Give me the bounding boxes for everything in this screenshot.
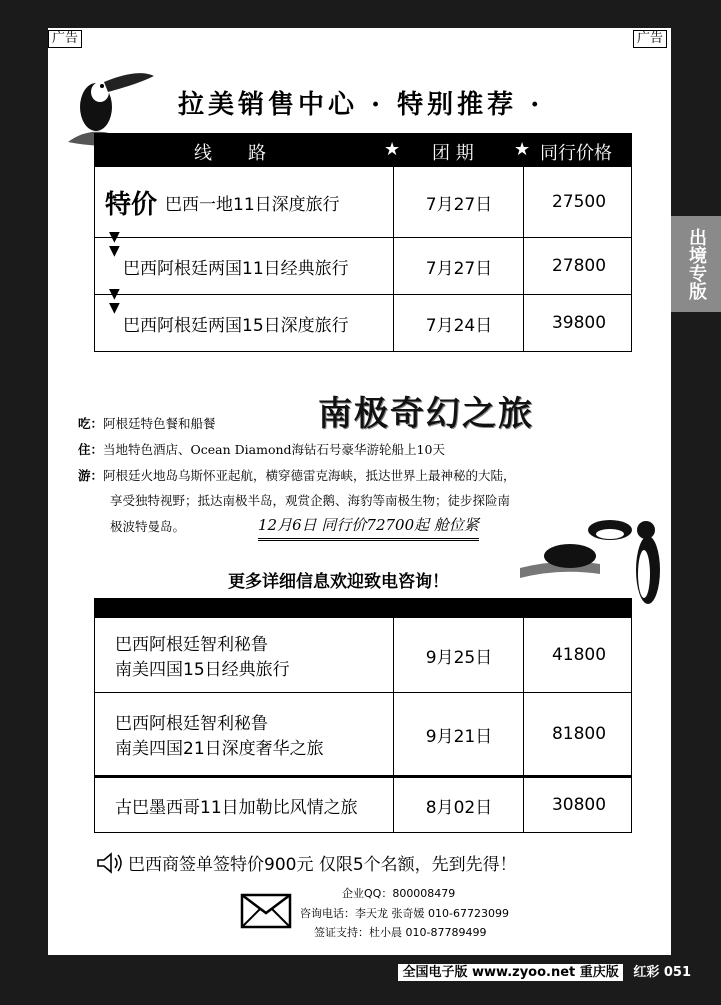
route-name-line2: 南美四国21日深度奢华之旅 — [115, 739, 324, 759]
table-row — [95, 692, 631, 775]
promo-text: 巴西商签单签特价900元 仅限5个名额，先到先得！ — [128, 855, 517, 875]
route-name-line1: 巴西阿根廷智利秘鲁 — [115, 635, 268, 655]
footer-edition: 全国电子版 www.zyoo.net 重庆版 — [398, 964, 622, 981]
star-icon: ★ — [384, 139, 401, 160]
speaker-icon — [96, 852, 124, 874]
route-date: 9月21日 — [393, 693, 524, 775]
penguins-icon — [520, 508, 665, 610]
route-date: 8月02日 — [393, 778, 524, 832]
info-eat — [78, 414, 216, 432]
south-america-routes-table — [94, 598, 632, 833]
route-date: 7月24日 — [393, 295, 524, 351]
side-tab-outbound: 出境专版 — [671, 216, 721, 312]
route-name: 巴西阿根廷两国11日经典旅行 — [123, 258, 349, 279]
envelope-icon — [240, 893, 292, 929]
antarctica-title: 南极奇幻之旅 — [318, 394, 534, 434]
special-price-label: 特价 — [105, 189, 158, 220]
table-header — [94, 133, 632, 167]
route-date: 9月25日 — [393, 618, 524, 692]
tour-text-1: 阿根廷火地岛乌斯怀亚起航，横穿德雷克海峡，抵达世界上最神秘的大陆， — [103, 468, 516, 483]
ad-tag-left: 广告 — [48, 30, 82, 48]
route-price: 41800 — [523, 618, 634, 692]
route-name-line1: 古巴墨西哥11日加勒比风情之旅 — [115, 797, 358, 818]
route-name-line1: 巴西阿根廷智利秘鲁 — [115, 714, 268, 734]
stay-text: 当地特色酒店、Ocean Diamond海钻石号豪华游轮船上10天 — [103, 442, 445, 457]
table-row — [95, 618, 631, 692]
tour-text-3: 极波特曼岛。 — [110, 519, 186, 534]
ad-tag-right: 广告 — [633, 30, 667, 48]
table-row — [95, 167, 631, 237]
contact-phone: 咨询电话：李天龙 张奇媛 010-67723099 — [300, 907, 509, 920]
eat-text: 阿根廷特色餐和船餐 — [103, 416, 216, 431]
more-info-text: 更多详细信息欢迎致电咨询！ — [228, 572, 449, 592]
table-row — [95, 229, 631, 294]
header-price: 同行价格 — [540, 143, 612, 164]
table-header — [94, 598, 632, 618]
star-icon: ★ — [514, 139, 531, 160]
double-arrow-down-icon: ▼ ▼ — [109, 286, 120, 316]
route-name: 巴西一地11日深度旅行 — [165, 194, 340, 215]
contact-qq: 企业QQ：800008479 — [342, 887, 456, 900]
route-price: 30800 — [523, 778, 634, 832]
info-tour — [78, 466, 516, 484]
info-stay — [78, 440, 445, 458]
antarctica-offer: 12月6日 同行价72700起 舱位紧 — [258, 514, 479, 541]
table-row — [95, 775, 631, 832]
stay-label: 住： — [78, 442, 104, 457]
route-price: 27800 — [523, 238, 634, 294]
visa-promo — [96, 850, 517, 875]
tour-text-2: 享受独特视野；抵达南极半岛，观赏企鹅、海豹等南极生物；徒步探险南 — [110, 493, 511, 508]
double-arrow-down-icon: ▼ ▼ — [109, 229, 120, 259]
eat-label: 吃： — [78, 416, 104, 431]
tour-label: 游： — [78, 468, 104, 483]
route-date: 7月27日 — [393, 167, 524, 237]
header-title: 拉美销售中心 · 特别推荐 · — [178, 90, 544, 120]
route-price: 81800 — [523, 693, 634, 775]
contact-visa: 签证支持：杜小晨 010-87789499 — [314, 926, 487, 939]
route-price: 39800 — [523, 295, 634, 351]
route-date: 7月27日 — [393, 238, 524, 294]
route-price: 27500 — [523, 167, 634, 237]
footer — [398, 961, 691, 980]
header-date: 团 期 — [432, 143, 474, 164]
footer-page-number: 红彩 051 — [633, 965, 691, 980]
featured-routes-table — [94, 133, 632, 352]
route-name-line2: 南美四国15日经典旅行 — [115, 660, 290, 680]
route-name: 巴西阿根廷两国15日深度旅行 — [123, 315, 349, 336]
header-route: 线 路 — [194, 143, 266, 164]
table-row — [95, 286, 631, 351]
